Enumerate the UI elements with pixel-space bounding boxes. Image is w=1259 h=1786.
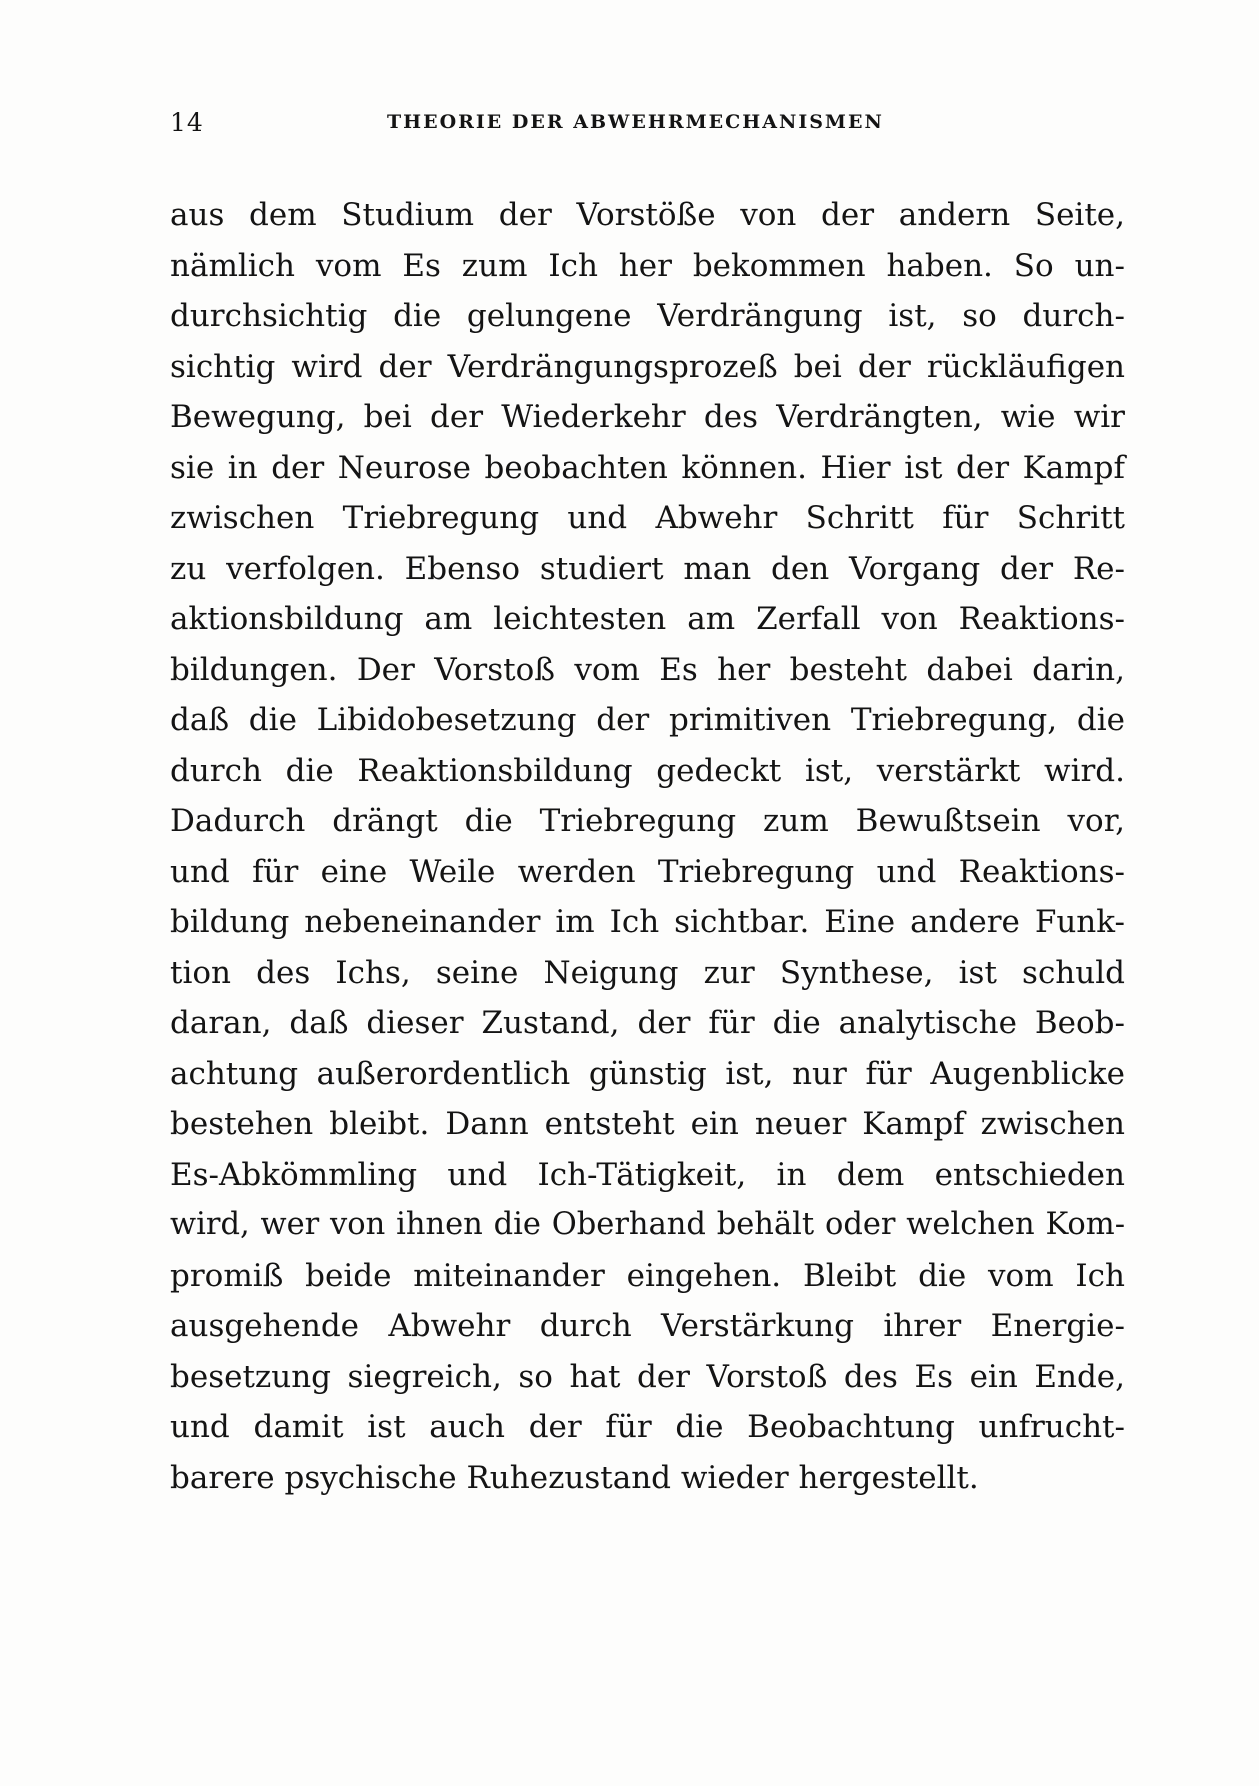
text-line: wird, wer von ihnen die Oberhand behält oder welchen Kom- [170,1207,1125,1242]
text-line: Es-Abkömmling und Ich-Tätigkeit, in dem entschieden [170,1156,1125,1193]
text-line: tion des Ichs, seine Neigung zur Synthese, ist schuld [170,954,1125,991]
text-line: besetzung siegreich, so hat der Vorstoß des Es ein Ende, [170,1358,1125,1395]
text-line: und für eine Weile werden Triebregung und Reaktions- [170,853,1125,890]
text-line: zwischen Triebregung und Abwehr Schritt für Schritt [170,500,1125,536]
text-line: daß die Libidobesetzung der primitiven Triebregung, die [170,702,1125,738]
text-line: sichtig wird der Verdrängungsprozeß bei der rückläufigen [170,348,1125,385]
text-line: bildung nebeneinander im Ich sichtbar. Eine andere Funk- [170,904,1125,940]
text-line: achtung außerordentlich günstig ist, nur für Augenblicke [170,1055,1125,1092]
running-head [170,108,1130,138]
text-line: durch die Reaktionsbildung gedeckt ist, verstärkt wird. [170,752,1125,789]
text-line: ausgehende Abwehr durch Verstärkung ihrer Energie- [170,1308,1125,1344]
text-line: bestehen bleibt. Dann entsteht ein neuer Kampf zwischen [170,1106,1125,1142]
text-line: Bewegung, bei der Wiederkehr des Verdrängten, wie wir [170,399,1125,435]
text-line: durchsichtig die gelungene Verdrängung ist, so durch- [170,298,1125,334]
text-line: bildungen. Der Vorstoß vom Es her besteht dabei darin, [170,651,1125,688]
text-line: daran, daß dieser Zustand, der für die analytische Beob- [170,1005,1125,1041]
text-line: und damit ist auch der für die Beobachtung unfrucht- [170,1409,1125,1445]
text-line: aktionsbildung am leichtesten am Zerfall von Reaktions- [170,601,1125,637]
text-line: promiß beide miteinander eingehen. Bleibt die vom Ich [170,1257,1125,1294]
text-line: sie in der Neurose beobachten können. Hier ist der Kampf [170,449,1125,486]
text-line: Dadurch drängt die Triebregung zum Bewußtsein vor, [170,803,1125,839]
text-line: barere psychische Ruhezustand wieder hergestellt. [170,1459,979,1496]
text-line: nämlich vom Es zum Ich her bekommen haben. So un- [170,247,1125,284]
running-title: THEORIE DER ABWEHRMECHANISMEN [387,111,884,133]
text-line: aus dem Studium der Vorstöße von der andern Seite, [170,197,1125,233]
body-paragraph [170,190,1125,1503]
text-line: zu verfolgen. Ebenso studiert man den Vorgang der Re- [170,550,1125,587]
page-number: 14 [170,108,204,137]
